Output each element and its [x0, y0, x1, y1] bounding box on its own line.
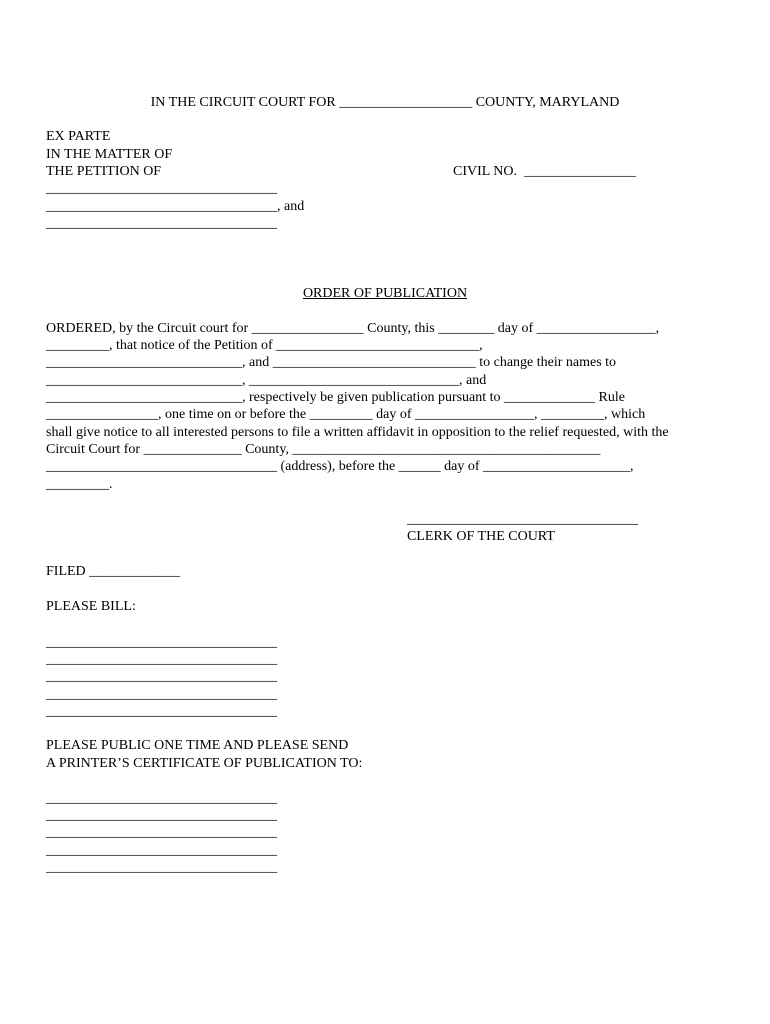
please-bill-label: PLEASE BILL: — [46, 599, 136, 614]
caption-in-the-matter: IN THE MATTER OF — [46, 147, 173, 162]
caption-petition-of: THE PETITION OF — [46, 164, 162, 179]
petitioner-blank-1: _________________________________ — [46, 181, 277, 196]
petitioner-blank-3: _________________________________ — [46, 216, 277, 231]
clerk-signature-line: _________________________________ — [407, 512, 638, 527]
order-line: ____________________________, respectively be given publication pursuant to _____________ Rule — [46, 390, 625, 405]
publish-instruction-1: PLEASE PUBLIC ONE TIME AND PLEASE SEND — [46, 738, 349, 753]
civil-number: CIVIL NO. ________________ — [453, 164, 637, 179]
clerk-signature-label: CLERK OF THE COURT — [407, 529, 555, 544]
bill-blank: _________________________________ — [46, 704, 277, 719]
order-line: _________. — [46, 477, 113, 492]
bill-blank: _________________________________ — [46, 669, 277, 684]
certificate-blank: _________________________________ — [46, 843, 277, 858]
order-line: ____________________________, and _____________________________ to change their names to — [46, 355, 617, 370]
certificate-blank: _________________________________ — [46, 860, 277, 875]
certificate-blank: _________________________________ — [46, 825, 277, 840]
caption-ex-parte: EX PARTE — [46, 129, 111, 144]
order-line: ________________, one time on or before the _________ day of _________________, _________, which — [46, 407, 646, 422]
bill-blank: _________________________________ — [46, 635, 277, 650]
order-line: Circuit Court for ______________ County, ____________________________________________ — [46, 442, 601, 457]
bill-blank: _________________________________ — [46, 687, 277, 702]
court-header: IN THE CIRCUIT COURT FOR ___________________ COUNTY, MARYLAND — [150, 95, 620, 110]
certificate-blank: _________________________________ — [46, 808, 277, 823]
order-line: ORDERED, by the Circuit court for ________________ County, this ________ day of _________________, — [46, 321, 660, 336]
filed-label: FILED _____________ — [46, 564, 181, 579]
order-line: shall give notice to all interested persons to file a written affidavit in opposition to the relief requested, with the — [46, 425, 669, 440]
order-line: _________, that notice of the Petition of _____________________________, — [46, 338, 483, 353]
bill-blank: _________________________________ — [46, 652, 277, 667]
order-line: _________________________________ (address), before the ______ day of _____________________, — [46, 459, 634, 474]
certificate-blank: _________________________________ — [46, 791, 277, 806]
order-title: ORDER OF PUBLICATION — [302, 286, 468, 301]
petitioner-blank-2: _________________________________, and — [46, 199, 305, 214]
order-line: ____________________________, ______________________________, and — [46, 373, 487, 388]
publish-instruction-2: A PRINTER’S CERTIFICATE OF PUBLICATION TO: — [46, 756, 363, 771]
